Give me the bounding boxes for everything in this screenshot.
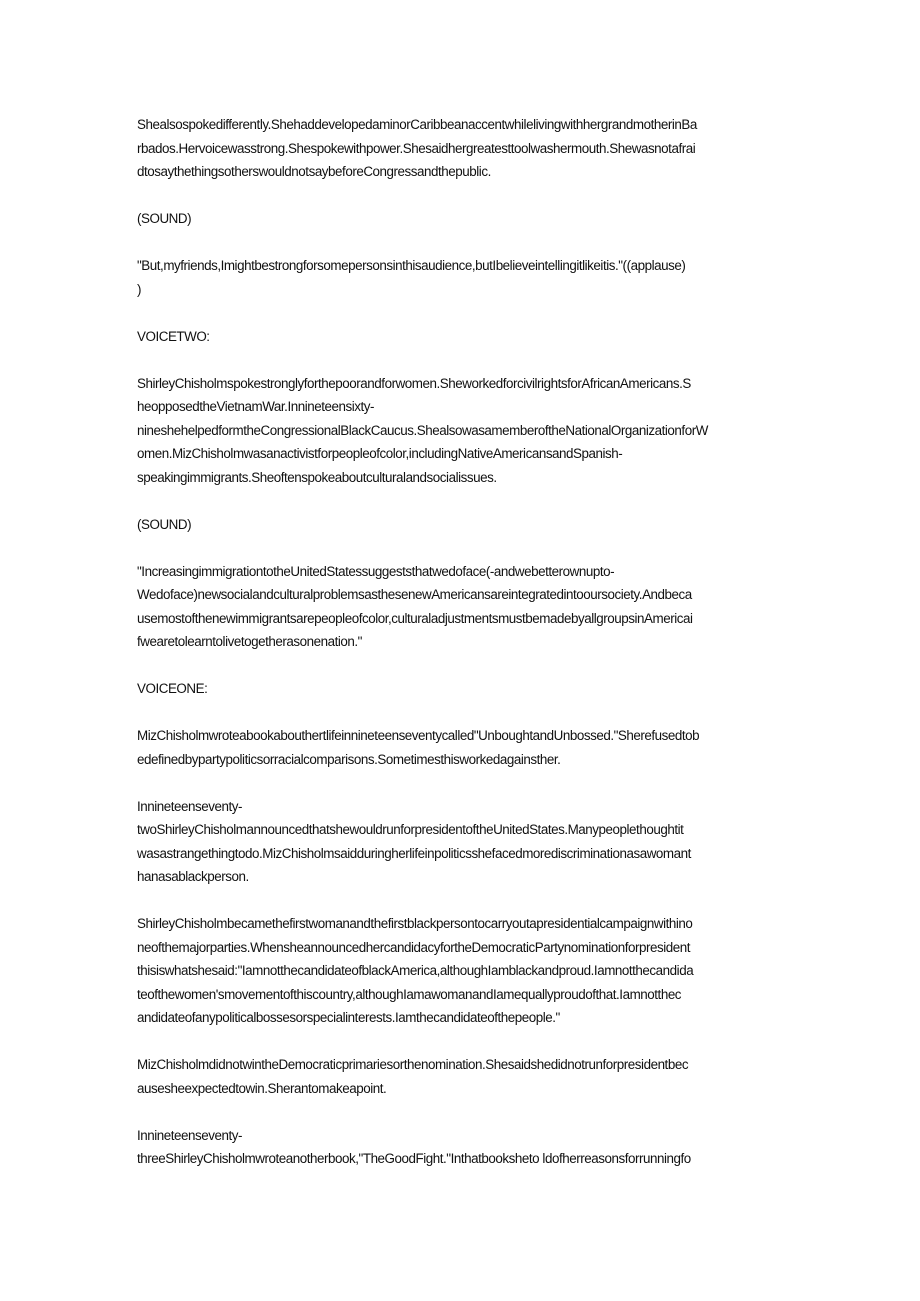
text-line: andidateofanypoliticalbossesorspecialinterests.Iamthecandidateofthepeople." (137, 1010, 560, 1025)
text-line: hanasablackperson. (137, 869, 249, 884)
speaker-label-voice-two (137, 325, 784, 349)
paragraph-first-woman (137, 912, 784, 1030)
sound-cue (137, 513, 784, 537)
text-line: heopposedtheVietnamWar.Innineteensixty- (137, 399, 375, 414)
text-line: ) (137, 281, 142, 297)
quote-immigration (137, 560, 784, 654)
text-line: usemostofthenewimmigrantsarepeopleofcolor,culturaladjustmentsmustbemadebyallgroupsinAmericai (137, 610, 693, 626)
paragraph-barbados-accent (137, 113, 784, 184)
text-line: omen.MizChisholmwasanactivistforpeopleofcolor,includingNativeAmericansandSpanish- (137, 446, 623, 461)
text-line: rbados.Hervoicewasstrong.Shespokewithpower.Shesaidhergreatesttoolwashermouth.Shewasnotafrai (137, 140, 696, 156)
text-line: "But,myfriends,Imightbestrongforsomepersonsinthisaudience,butIbelieveintellingitlikeitis."((applause) (137, 258, 686, 273)
quote-strong-persons (137, 254, 784, 301)
paragraph-primaries (137, 1053, 784, 1100)
speaker-label-voice-one (137, 677, 784, 701)
text-line: thisiswhatshesaid:"IamnotthecandidateofblackAmerica,althoughIamblackandproud.Iamnotthecandida (137, 963, 694, 978)
text-line: twoShirleyChisholmannouncedthatshewouldrunforpresidentoftheUnitedStates.Manypeoplethoughtit (137, 822, 684, 837)
text-line: MizChisholmwroteabookabouthertlifeinnineteenseventycalled"UnboughtandUnbossed."Sherefusedtob (137, 728, 700, 743)
document-page (137, 113, 784, 1194)
text-line: ShirleyChisholmbecamethefirstwomanandthefirstblackpersontocarryoutapresidentialcampaignwithino (137, 916, 693, 931)
text-line: wasastrangethingtodo.MizChisholmsaidduringherlifeinpoliticsshefacedmorediscriminationasawomant (137, 845, 691, 861)
text-line: Innineteenseventy- (137, 798, 243, 814)
sound-cue (137, 207, 784, 231)
text-line: MizChisholmdidnotwintheDemocraticprimariesorthenomination.Shesaidshedidnotrunforpresidentbec (137, 1057, 689, 1072)
text-line: (SOUND) (137, 516, 192, 532)
text-line: ausesheexpectedtowin.Sherantomakeapoint. (137, 1080, 387, 1096)
text-line: Innineteenseventy- (137, 1127, 243, 1143)
text-line: VOICEONE: (137, 681, 208, 696)
text-line: nineshehelpedformtheCongressionalBlackCaucus.ShealsowasamemberoftheNationalOrganizationforW (137, 422, 708, 438)
paragraph-run-for-president (137, 795, 784, 889)
text-line: neofthemajorparties.WhensheannouncedhercandidacyfortheDemocraticPartynominationforpresident (137, 939, 691, 955)
text-line: speakingimmigrants.Sheoftenspokeaboutculturalandsocialissues. (137, 469, 497, 485)
text-line: ShirleyChisholmspokestronglyforthepoorandforwomen.SheworkedforcivilrightsforAfricanAmericans.S (137, 375, 691, 391)
text-line: VOICETWO: (137, 328, 210, 344)
text-line: edefinedbypartypoliticsorracialcomparisons.Sometimesthisworkedagainsther. (137, 751, 561, 767)
text-line: (SOUND) (137, 211, 192, 226)
paragraph-good-fight (137, 1124, 784, 1171)
text-line: Shealsospokedifferently.ShehaddevelopedaminorCaribbeanaccentwhilelivingwithhergrandmotherinBa (137, 117, 697, 132)
paragraph-unbought-unbossed (137, 724, 784, 771)
text-line: teofthewomen'smovementofthiscountry,althoughIamawomanandIamequallyproudofthat.Iamnotthec (137, 986, 682, 1002)
text-line: dtosaythethingsotherswouldnotsaybeforeCongressandthepublic. (137, 164, 491, 179)
text-line: fwearetolearntolivetogetherasonenation." (137, 634, 362, 649)
text-line: Wedoface)newsocialandculturalproblemsasthesenewAmericansareintegratedintooursociety.Andbeca (137, 587, 692, 602)
text-line: threeShirleyChisholmwroteanotherbook,"TheGoodFight."Inthatbooksheto ldofherreasonsforrunningfo (137, 1151, 691, 1166)
paragraph-civil-rights (137, 372, 784, 490)
text-line: "IncreasingimmigrationtotheUnitedStatessuggeststhatwedoface(-andwebetterownupto- (137, 563, 615, 579)
